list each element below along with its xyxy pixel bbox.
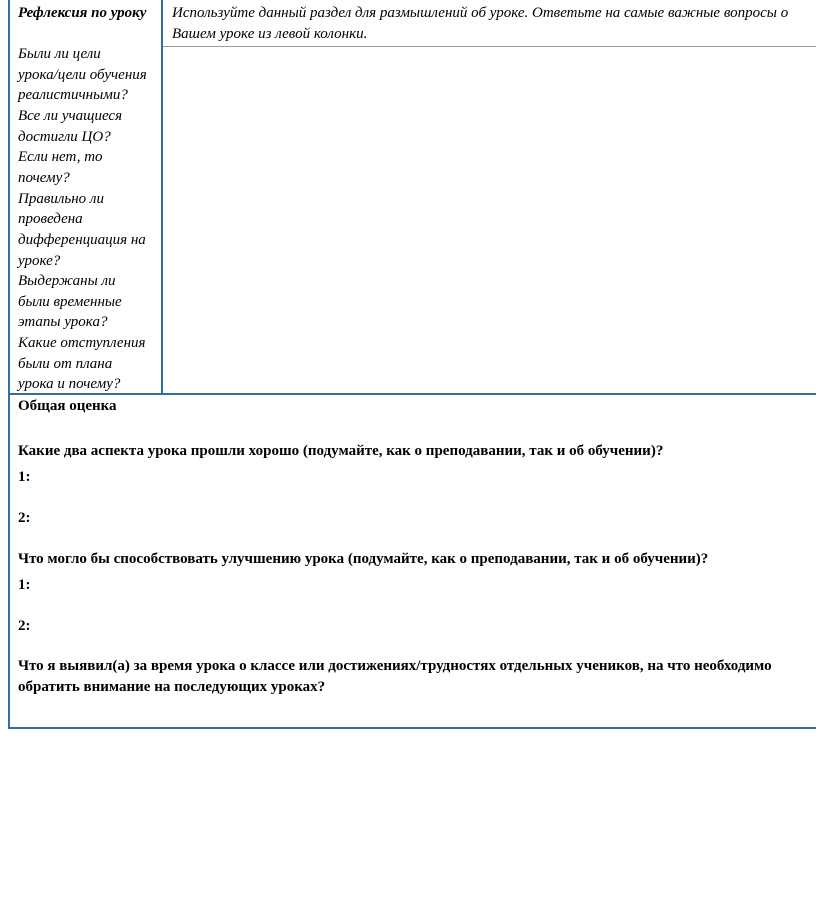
reflection-question-line: урока/цели обучения — [18, 66, 147, 83]
reflection-question-line: Все ли учащиеся — [18, 107, 123, 124]
column-divider — [161, 0, 163, 395]
cell-divider — [163, 46, 816, 47]
observation-question-line: Что я выявил(а) за время урока о классе или достижениях/трудностях отдельных учеников, на что необходимо — [18, 658, 772, 674]
question-improvement: Что могло бы способствовать улучшению урока (подумайте, как о преподавании, так и об обучении)? — [18, 551, 709, 567]
reflection-question-line: почему? — [18, 169, 70, 186]
instruction-line: Используйте данный раздел для размышлений об уроке. Ответьте на самые важные вопросы о — [172, 5, 789, 21]
reflection-question-line: Какие отступления — [18, 335, 146, 352]
summary-title: Общая оценка — [18, 398, 117, 414]
reflection-question-line: были от плана — [18, 355, 113, 372]
instruction-line: Вашем уроке из левой колонки. — [172, 26, 368, 42]
reflection-question-line: были временные — [18, 293, 122, 310]
reflection-question-line: проведена — [18, 211, 83, 228]
reflection-question-line: Были ли цели — [18, 46, 101, 62]
answer-label-2: 2: — [18, 618, 31, 634]
reflection-question-line: Если нет, то — [18, 149, 103, 166]
reflection-question-line: достигли ЦО? — [18, 128, 111, 145]
reflection-question-line: дифференциация на — [18, 231, 146, 248]
answer-label-1: 1: — [18, 577, 31, 593]
reflection-question-line: этапы урока? — [18, 314, 108, 331]
reflection-heading: Рефлексия по уроку — [18, 5, 147, 21]
reflection-question-line: Правильно ли — [18, 190, 104, 207]
table-border-left — [8, 0, 10, 729]
observation-question-line: обратить внимание на последующих уроках? — [18, 679, 326, 695]
reflection-question-line: уроке? — [18, 252, 61, 269]
reflection-question-line: реалистичными? — [18, 87, 128, 104]
reflection-question-line: Выдержаны ли — [18, 273, 116, 290]
reflection-question-line: урока и почему? — [18, 376, 121, 393]
row-divider — [8, 393, 816, 395]
question-went-well: Какие два аспекта урока прошли хорошо (подумайте, как о преподавании, так и об обучении)? — [18, 443, 664, 459]
answer-label-1: 1: — [18, 469, 31, 485]
answer-label-2: 2: — [18, 510, 31, 526]
table-border-bottom — [8, 727, 816, 729]
